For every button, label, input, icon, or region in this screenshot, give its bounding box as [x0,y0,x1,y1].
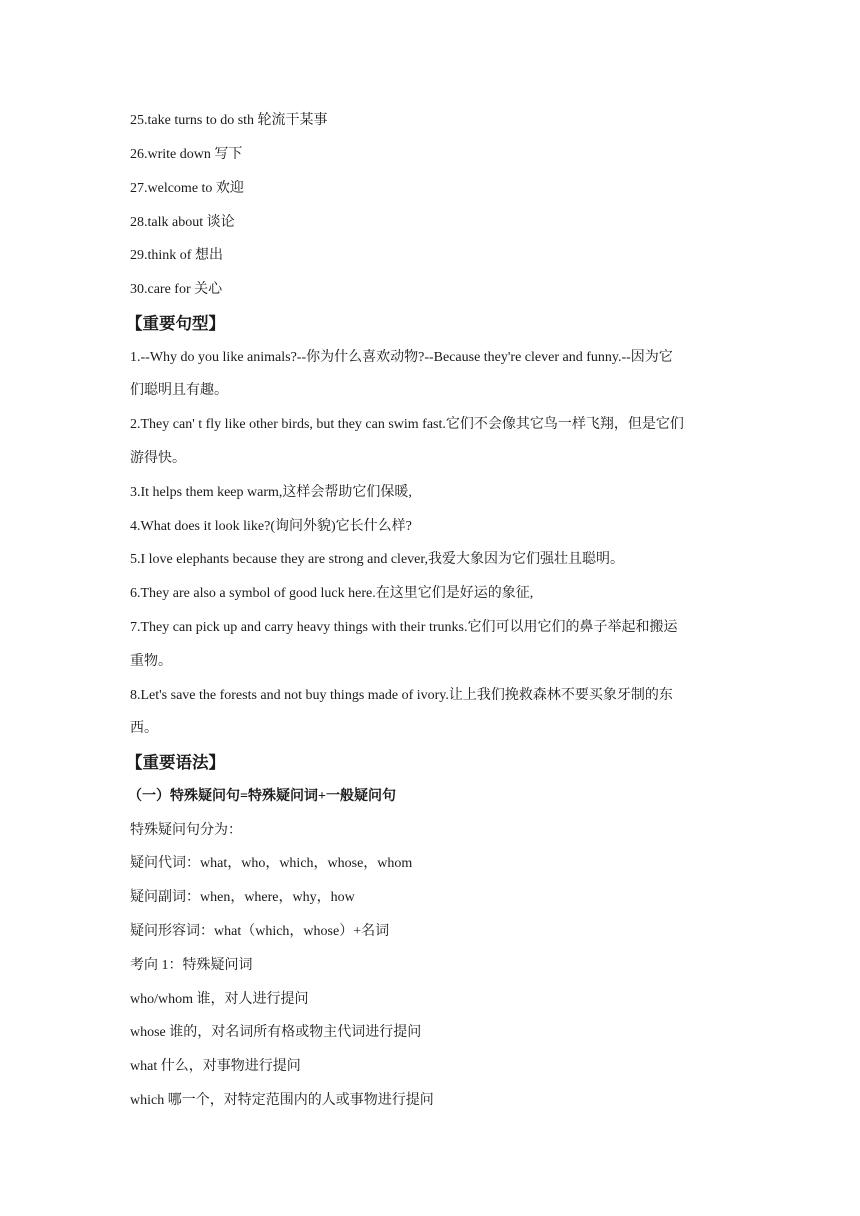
sentence-line: 们聪明且有趣。 [130,383,228,398]
sentence-line: 5.I love elephants because they are strong and clever,我爱大象因为它们强壮且聪明。 [130,552,624,567]
grammar-line: whose 谁的，对名词所有格或物主代词进行提问 [130,1025,422,1040]
sentence-line: 6.They are also a symbol of good luck here.在这里它们是好运的象征, [130,586,534,601]
grammar-section-heading: 【重要语法】 [126,753,225,772]
phrase-line: 25.take turns to do sth 轮流干某事 [130,113,328,128]
grammar-line: who/whom 谁，对人进行提问 [130,992,309,1007]
sentence-line: 重物。 [130,654,172,669]
sentence-line: 8.Let's save the forests and not buy things made of ivory.让上我们挽救森林不要买象牙制的东 [130,688,673,703]
phrase-line: 26.write down 写下 [130,147,243,162]
grammar-line: what 什么，对事物进行提问 [130,1059,301,1074]
sentence-line: 4.What does it look like?(询问外貌)它长什么样? [130,519,412,534]
grammar-line: 疑问形容词：what（which，whose）+名词 [130,924,390,939]
sentence-section-heading: 【重要句型】 [126,314,225,333]
sentence-line: 7.They can pick up and carry heavy things with their trunks.它们可以用它们的鼻子举起和搬运 [130,620,678,635]
phrase-line: 30.care for 关心 [130,282,223,297]
sentence-line: 1.--Why do you like animals?--你为什么喜欢动物?--Because they're clever and funny.--因为它 [130,350,673,365]
grammar-line: 疑问副词：when，where，why，how [130,890,355,905]
grammar-line: 疑问代词：what，who，which，whose，whom [130,856,413,871]
grammar-line: which 哪一个，对特定范围内的人或事物进行提问 [130,1093,434,1108]
grammar-line: 特殊疑问句分为： [130,823,242,838]
phrase-line: 29.think of 想出 [130,248,223,263]
sentence-line: 西。 [130,721,158,736]
sentence-line: 2.They can' t fly like other birds, but they can swim fast.它们不会像其它鸟一样飞翔，但是它们 [130,417,684,432]
sentence-line: 3.It helps them keep warm,这样会帮助它们保暖, [130,485,412,500]
grammar-subheading: （一）特殊疑问句=特殊疑问词+一般疑问句 [128,789,396,804]
grammar-line: 考向 1：特殊疑问词 [130,958,253,973]
phrase-line: 28.talk about 谈论 [130,215,235,230]
sentence-line: 游得快。 [130,451,186,466]
phrase-line: 27.welcome to 欢迎 [130,181,244,196]
